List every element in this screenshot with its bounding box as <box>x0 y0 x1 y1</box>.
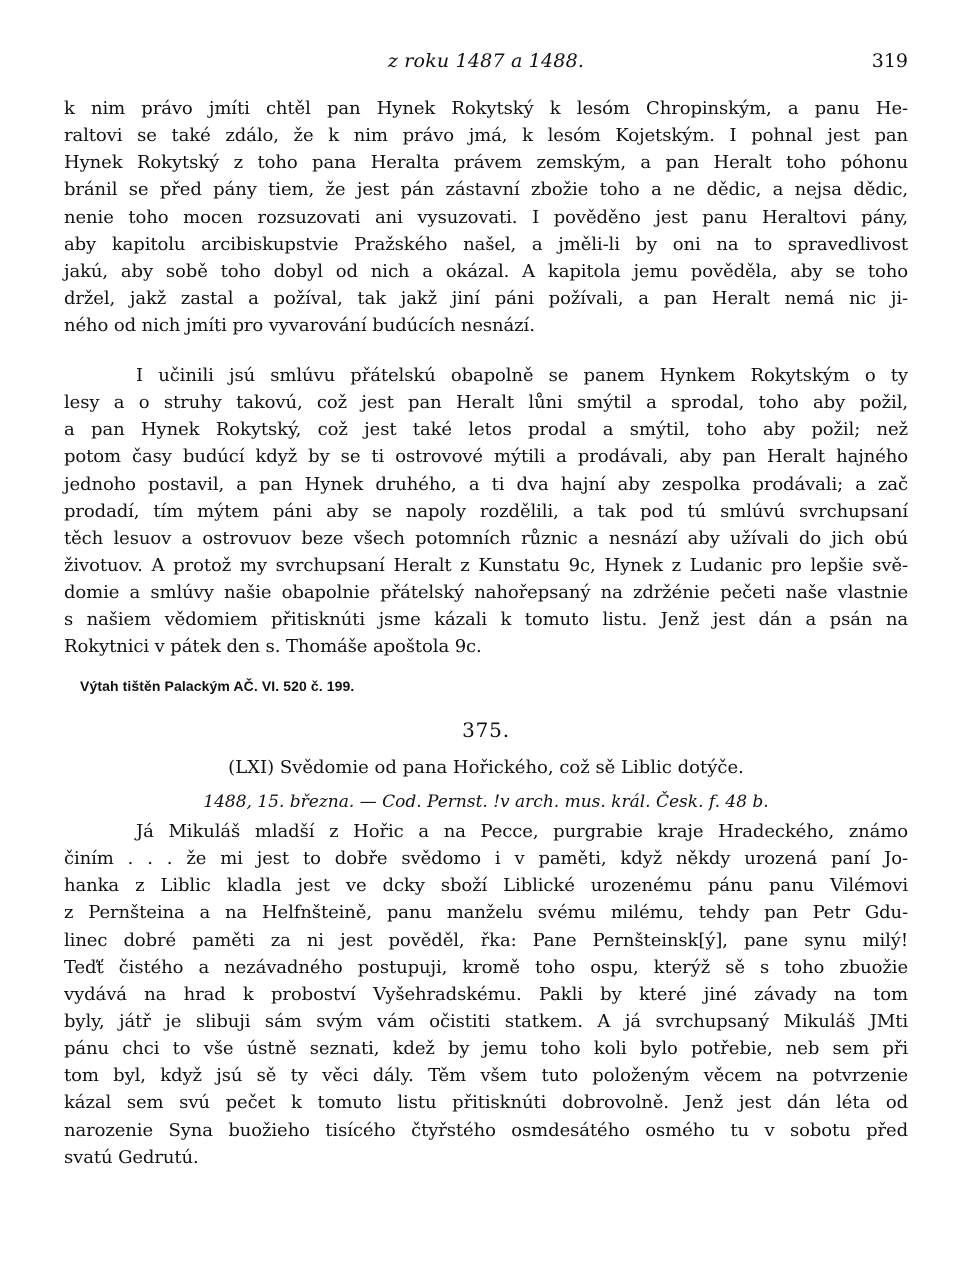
text-line: činím . . . že mi jest to dobře svědomo i v paměti, když někdy urozená paní Jo- <box>64 848 908 870</box>
text-line: domie a smlúvy našie obapolnie přátelský nahořepsaný na zdržénie pečeti naše vlastnie <box>64 582 908 604</box>
text-line: jednoho postavil, a pan Hynek druhého, a ti dva hajní aby zespolka prodávali; a zač <box>64 473 908 495</box>
text-line: Já Mikuláš mladší z Hořic a na Pecce, purgrabie kraje Hradeckého, známo <box>136 821 908 842</box>
text-line: I učinili jsú smlúvu přátelskú obapolně se panem Hynkem Rokytským o ty <box>136 365 908 386</box>
text-line: potom časy budúcí když by se ti ostrovové mýtili a prodávali, aby pan Heralt hajného <box>64 446 908 468</box>
text-line: narozenie Syna buožieho tisícého čtyřstého osmdesátého osmého tu v sobotu před <box>64 1119 908 1141</box>
text-line: životuov. A protož my svrchupsaní Heralt z Kunstatu 9c, Hynek z Ludanic pro lepšie svě- <box>64 554 908 576</box>
text-line: linec dobré paměti za ni jest pověděl, řka: Pane Pernšteinsk[ý], pane synu milý! <box>64 929 908 951</box>
text-line: Rokytnici v pátek den s. Thomáše apoštola 9c. <box>64 636 482 658</box>
text-line: pánu chci to vše ústně seznati, kdež by jemu toho koli bylo potřebie, neb sem při <box>64 1038 908 1060</box>
book-page <box>64 0 908 1280</box>
text-line: hanka z Liblic kladla jest ve dcky sboží Liblické urozenému pánu panu Vilémovi <box>64 875 908 897</box>
text-line: držel, jakž zastal a požíval, tak jakž jiní páni požívali, a pan Heralt nemá nic ji- <box>64 287 908 309</box>
text-line: raltovi se také zdálo, že k nim právo jmá, k lesóm Kojetským. I pohnal jest pan <box>64 125 908 147</box>
text-line: z Pernšteina a na Helfnšteině, panu manželu svému milému, tehdy pan Petr Gdu- <box>64 902 908 924</box>
text-line: prodadí, tím mýtem páni aby se napoly rozdělili, a tak pod tú smlúvú svrchupsaní <box>64 500 908 522</box>
page-number: 319 <box>871 50 908 72</box>
text-line: nenie toho mocen rozsuzovati ani vysuzovati. I pověděno jest panu Heraltovi pány, <box>64 206 908 228</box>
document-date-source: 1488, 15. března. — Cod. Pernst. !v arch. mus. král. Česk. f. 48 b. <box>203 792 769 812</box>
source-note: Výtah tištěn Palackým AČ. VI. 520 č. 199. <box>80 678 355 694</box>
page-header <box>64 50 908 74</box>
text-line: s našiem vědomiem přitisknúti jsme kázali k tomuto listu. Jenž jest dán a psán na <box>64 609 908 631</box>
document-title: (LXI) Svědomie od pana Hořického, což sě Liblic dotýče. <box>228 757 744 778</box>
text-line: kázal sem svú pečet k tomuto listu přitisknúti dobrovolně. Jenž jest dán léta od <box>64 1092 908 1114</box>
continued-document-paragraph <box>64 95 908 339</box>
text-line: bránil se před pány tiem, že jest pán zástavní zbožie toho a ne dědic, a nejsa dědic, <box>64 179 908 201</box>
document-375-body <box>64 818 908 1171</box>
text-line: těch lesuov a ostrovuov beze všech potomních různic a nesnází aby užívali do jich obú <box>64 527 908 549</box>
text-line: byly, játř je slibuji sám svým vám očistiti statkem. A já svrchupsaný Mikuláš JMti <box>64 1010 908 1032</box>
text-line: ného od nich jmíti pro vyvarování budúcích nesnází. <box>64 315 535 337</box>
text-line: tom byl, když jsú sě ty věci dály. Těm všem tuto položeným věcem na potvrzenie <box>64 1065 908 1087</box>
text-line: lesy a o struhy takovú, což jest pan Heralt lůni smýtil a sprodal, toho aby požil, <box>64 392 908 414</box>
text-line: jakú, aby sobě toho dobyl od nich a okázal. A kapitola jemu pověděla, aby se toho <box>64 260 908 282</box>
text-line: aby kapitolu arcibiskupstvie Pražského našel, a jměli-li by oni na to spravedlivost <box>64 233 908 255</box>
agreement-paragraph <box>64 362 908 661</box>
text-line: svatú Gedrutú. <box>64 1146 199 1168</box>
document-number: 375. <box>462 718 510 742</box>
text-line: Teďť čistého a nezávadného postupuji, kromě toho ospu, kterýž sě s toho zbuožie <box>64 956 908 978</box>
text-line: k nim právo jmíti chtěl pan Hynek Rokytský k lesóm Chropinským, a panu He- <box>64 98 908 119</box>
text-line: Hynek Rokytský z toho pana Heralta právem zemským, a pan Heralt toho póhonu <box>64 152 908 174</box>
running-title: z roku 1487 a 1488. <box>387 50 585 72</box>
text-line: vydává na hrad k proboství Vyšehradskému. Pakli by které jiné závady na tom <box>64 983 908 1005</box>
text-line: a pan Hynek Rokytský, což jest také letos prodal a smýtil, toho aby požil; než <box>64 419 908 441</box>
